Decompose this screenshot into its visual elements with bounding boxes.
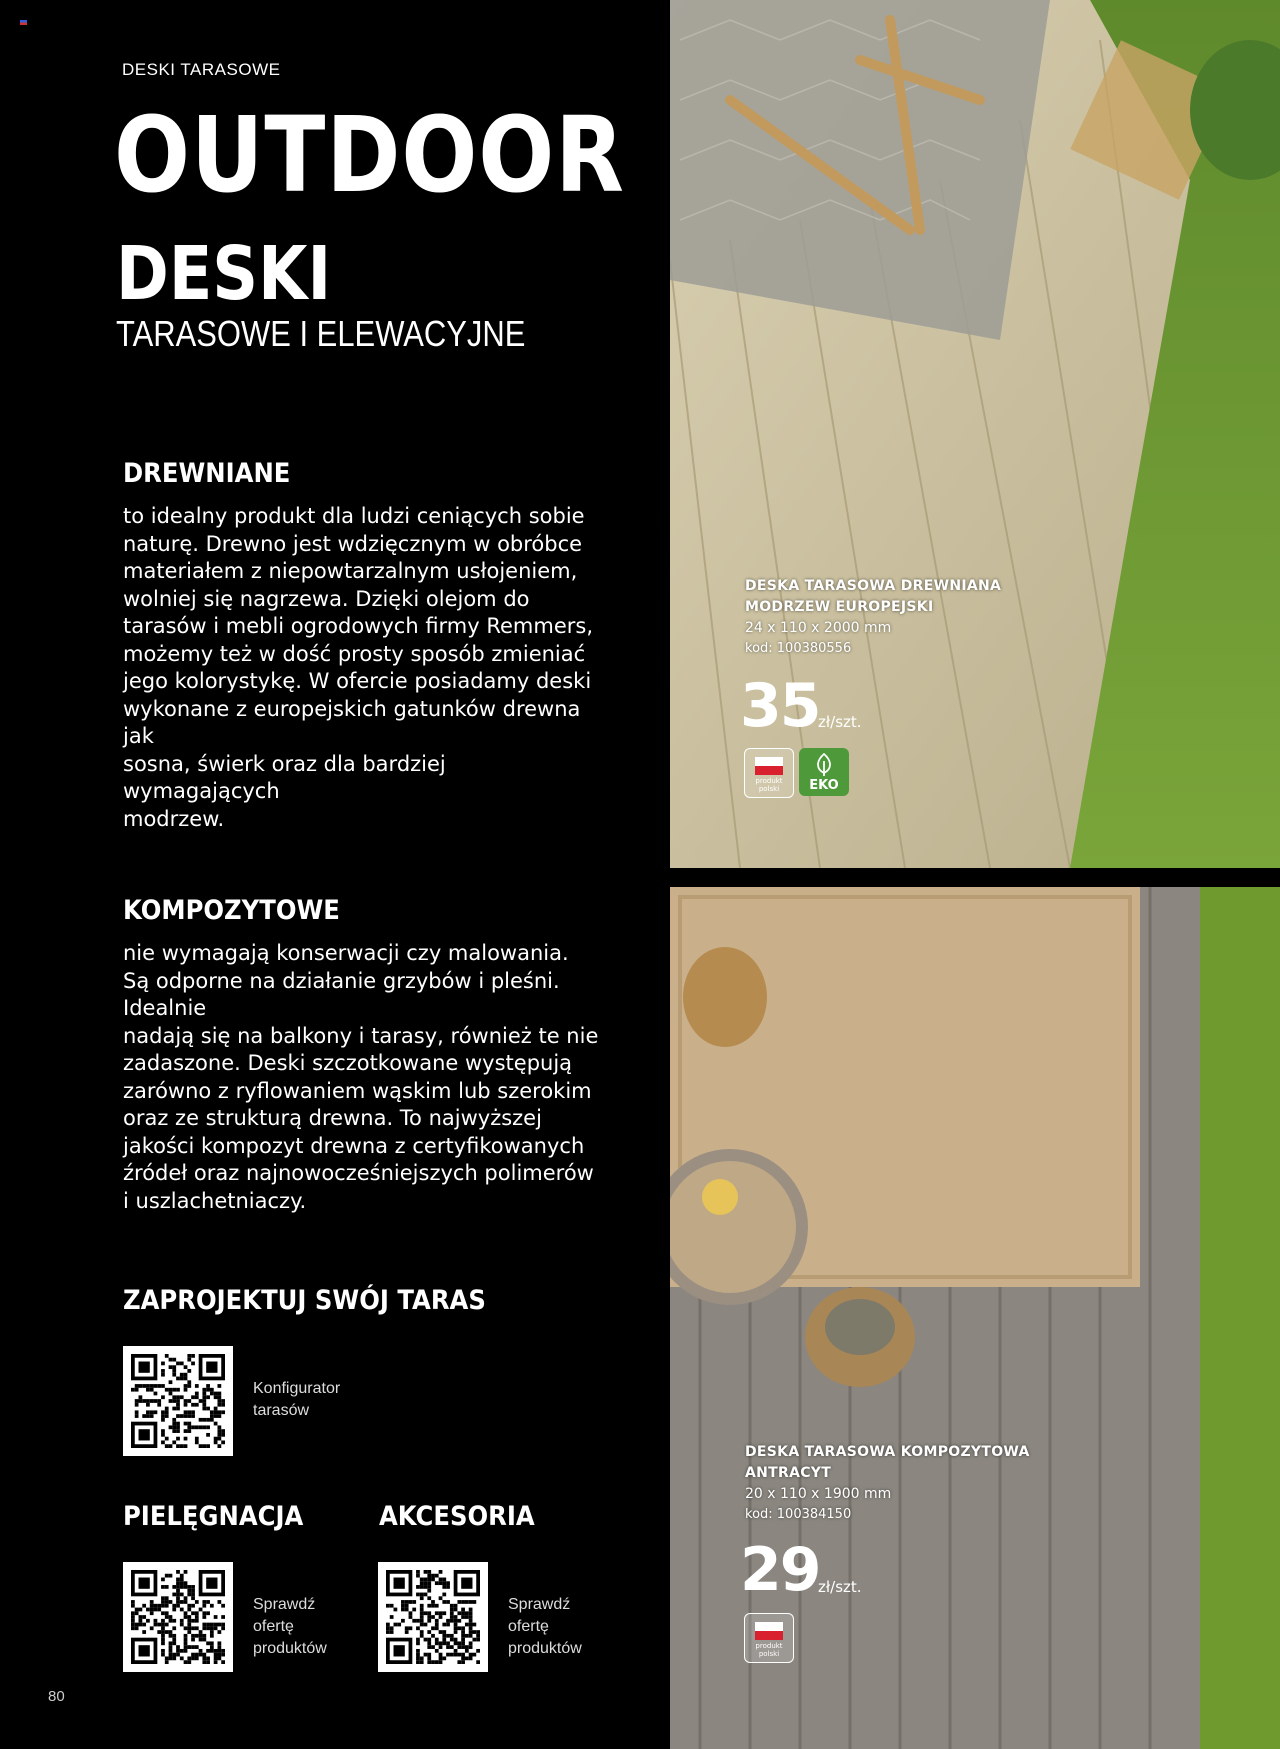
text-line: nadają się na balkony i tarasy, również te nie (123, 1023, 599, 1048)
product-code: kod: 100384150 (745, 1507, 852, 1522)
product-code: kod: 100380556 (745, 641, 852, 656)
badge-text (745, 1642, 793, 1658)
product-dimensions: 24 x 110 x 2000 mm (745, 620, 892, 636)
product-dimensions: 20 x 110 x 1900 mm (745, 1486, 892, 1502)
text-line: źródeł oraz najnowocześniejszych polimerów (123, 1161, 594, 1185)
text-line: jakości kompozyt drewna z certyfikowanych (123, 1133, 585, 1158)
caption-line: Sprawdź (508, 1596, 571, 1613)
text-line: naturę. Drewno jest wdzięcznym w obróbce (123, 531, 583, 556)
product-info-composite (745, 1442, 1030, 1525)
text-line: zarówno z ryflowaniem wąskim lub szerokim (123, 1078, 592, 1103)
text-line: Są odporne na działanie grzybów i pleśni. Idealnie (123, 968, 560, 1020)
badge-line: polski (758, 785, 780, 793)
section-heading-care: PIELĘGNACJA (123, 1501, 304, 1532)
text-line: materiałem z niepowtarzalnym usłojeniem, (123, 559, 578, 583)
section-heading-design: ZAPROJEKTUJ SWÓJ TARAS (123, 1285, 486, 1316)
badge-text (745, 777, 793, 793)
text-line: jego kolorystykę. W ofercie posiadamy deski (123, 669, 592, 693)
page-title-second: DESKI (116, 231, 332, 317)
product-price-composite: 29 (740, 1535, 820, 1605)
qr-code-configurator[interactable] (123, 1346, 233, 1456)
caption-line: ofertę (508, 1618, 549, 1635)
text-line: wolniej się nagrzewa. Dzięki olejom do (123, 586, 530, 611)
product-unit-composite: zł/szt. (818, 1578, 862, 1596)
section-heading-composite: KOMPOZYTOWE (123, 895, 340, 926)
caption-line: produktów (253, 1640, 327, 1657)
product-name-line: MODRZEW EUROPEJSKI (745, 599, 934, 615)
flag-icon (20, 20, 27, 25)
badge-line: polski (758, 1650, 780, 1658)
text-line: wykonane z europejskich gatunków drewna jak (123, 696, 581, 748)
caption-line: Sprawdź (253, 1596, 316, 1613)
caption-line: produktów (508, 1640, 582, 1657)
text-line: to idealny produkt dla ludzi ceniących sobie (123, 504, 585, 528)
product-name-line: ANTRACYT (745, 1465, 832, 1481)
page-title: OUTDOOR (114, 94, 625, 216)
product-price-wood: 35 (740, 671, 820, 741)
polish-product-badge (744, 1613, 794, 1663)
polish-flag-icon (755, 757, 783, 775)
text-line: nie wymagają konserwacji czy malowania. (123, 941, 569, 965)
section-text-wood (123, 503, 603, 833)
caption-line: ofertę (253, 1618, 294, 1635)
qr-icon (131, 1570, 225, 1664)
product-unit-wood: zł/szt. (818, 713, 862, 731)
section-heading-accessories: AKCESORIA (379, 1501, 535, 1532)
product-name-line: DESKA TARASOWA DREWNIANA (745, 578, 1002, 594)
kicker: DESKI TARASOWE (122, 60, 281, 79)
leaf-icon (814, 753, 834, 777)
caption-line: Konfigurator (253, 1380, 341, 1397)
polish-flag-icon (755, 1622, 783, 1640)
eko-label: EKO (809, 778, 839, 793)
eko-badge (799, 748, 849, 796)
page-number: 80 (48, 1688, 65, 1705)
caption-line: tarasów (253, 1402, 310, 1419)
badge-line: produkt (755, 1642, 783, 1650)
qr-icon (131, 1354, 225, 1448)
qr-caption-configurator (253, 1378, 340, 1422)
text-line: modrzew. (123, 806, 225, 831)
qr-caption-care (253, 1594, 327, 1660)
qr-caption-accessories (508, 1594, 582, 1660)
product-info-wood (745, 576, 1001, 659)
text-line: oraz ze strukturą drewna. To najwyższej (123, 1106, 542, 1130)
page-subtitle: TARASOWE I ELEWACYJNE (116, 313, 526, 354)
badge-line: produkt (755, 777, 783, 785)
section-heading-wood: DREWNIANE (123, 458, 291, 489)
polish-product-badge (744, 748, 794, 798)
section-text-composite (123, 940, 603, 1215)
text-line: zadaszone. Deski szczotkowane występują (123, 1051, 573, 1075)
qr-code-care[interactable] (123, 1562, 233, 1672)
qr-code-accessories[interactable] (378, 1562, 488, 1672)
qr-icon (386, 1570, 480, 1664)
product-name-line: DESKA TARASOWA KOMPOZYTOWA (745, 1444, 1030, 1460)
text-line: sosna, świerk oraz dla bardziej wymagających (123, 751, 446, 803)
text-line: tarasów i mebli ogrodowych firmy Remmers, (123, 614, 594, 638)
text-line: i uszlachetniaczy. (123, 1188, 307, 1213)
text-line: możemy też w dość prosty sposób zmieniać (123, 641, 586, 666)
